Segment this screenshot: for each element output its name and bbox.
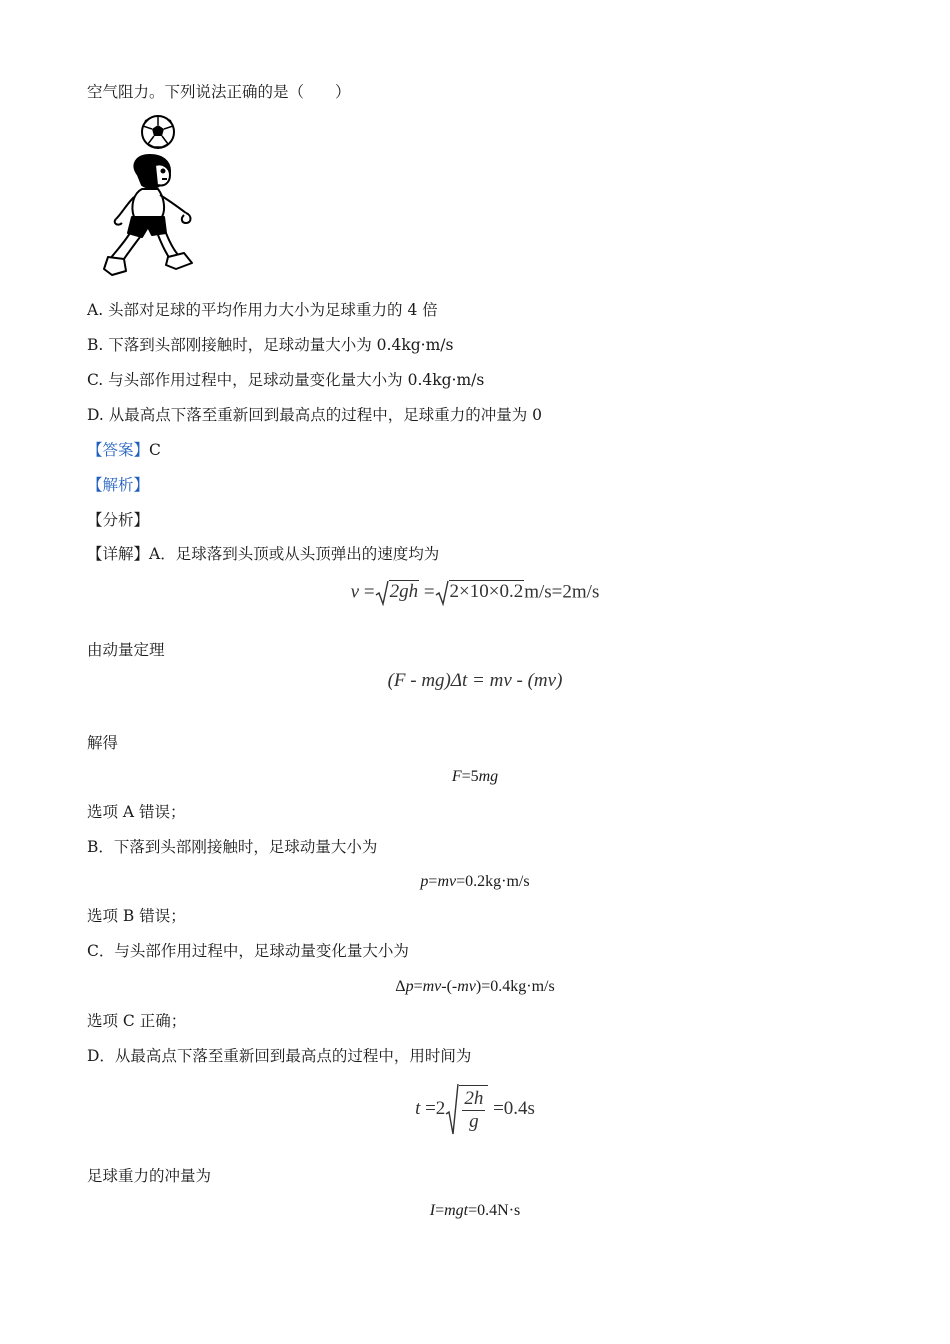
eq3-var: mg: [478, 768, 499, 785]
answer-label: 【答案】: [87, 441, 150, 459]
equation-momentum-theorem: (F - mg)Δt = mv - (mv): [387, 670, 563, 691]
detail-a-line: [87, 544, 439, 564]
equation-time: [0, 1080, 950, 1136]
detail-a-text: A．足球落到头顶或从头顶弹出的速度均为: [149, 545, 440, 563]
question-intro: 空气阻力。下列说法正确的是（ ）: [87, 83, 351, 101]
eq7-eq: =: [435, 1202, 445, 1219]
boy-heading-football-illustration: [100, 113, 200, 283]
detail-c-text: C．与头部作用过程中，足球动量变化量大小为: [87, 942, 409, 960]
equation-velocity: v = 2gh = 2×10×0.2m/s=2m/s: [0, 580, 950, 606]
option-b: B. 下落到头部刚接触时，足球动量大小为 0.4kg·m/s: [87, 336, 454, 354]
eq4-val: =0.2kg·m/s: [456, 873, 530, 890]
eq5-mid: -(-: [441, 978, 458, 995]
eq1-inner2: 2×10×0.2: [449, 581, 524, 603]
answer-value: C: [149, 441, 161, 459]
eq6-num: 2h: [464, 1087, 484, 1109]
sqrt-symbol-3: [445, 1082, 459, 1136]
eq5-delta: Δ: [395, 978, 406, 995]
eq3-lhs: F: [451, 768, 462, 785]
option-a: A. 头部对足球的平均作用力大小为足球重力的 4 倍: [87, 301, 438, 319]
eq7-mgt: mgt: [444, 1202, 469, 1219]
equation-force: [0, 766, 950, 788]
detail-label: 【详解】: [87, 545, 150, 563]
eq4-mv: mv: [437, 873, 457, 890]
solve-text: 解得: [87, 734, 119, 752]
eq4-p: p: [420, 873, 429, 890]
sqrt-symbol-2: [435, 580, 449, 606]
eq5-p: p: [405, 978, 414, 995]
eq1-lhs: v: [350, 581, 360, 603]
equation-momentum-change: [0, 976, 950, 998]
eq5-mv2: mv: [457, 978, 476, 995]
eq6-t: t: [415, 1097, 421, 1119]
eq5-eq: =: [413, 978, 423, 995]
impulse-text: 足球重力的冲量为: [87, 1167, 212, 1185]
eq1-tail: m/s=2m/s: [524, 581, 600, 603]
option-c-right: 选项 C 正确；: [87, 1012, 187, 1030]
football-icon: [142, 116, 174, 148]
theorem-text: 由动量定理: [87, 641, 165, 659]
sqrt-symbol: [375, 580, 389, 606]
eq6-den: g: [469, 1110, 479, 1132]
boy-figure: [104, 155, 192, 275]
eq7-i: I: [429, 1202, 436, 1219]
fenxi-label: 【分析】: [87, 511, 150, 529]
eq6-coef: =2: [425, 1097, 446, 1119]
analysis-label: 【解析】: [87, 476, 150, 494]
eq7-val: =0.4N·s: [468, 1202, 521, 1219]
eq3-rhs: =5: [461, 768, 479, 785]
option-a-wrong: 选项 A 错误；: [87, 803, 186, 821]
eq6-val: =0.4s: [493, 1097, 535, 1119]
eq5-mv1: mv: [422, 978, 442, 995]
equation-momentum: [0, 871, 950, 893]
eq1-inner1: 2gh: [389, 581, 419, 603]
detail-b-text: B．下落到头部刚接触时，足球动量大小为: [87, 838, 378, 856]
answer-line: [87, 440, 161, 460]
eq5-val: )=0.4kg·m/s: [475, 978, 555, 995]
option-d: D. 从最高点下落至重新回到最高点的过程中，足球重力的冲量为 0: [87, 406, 543, 424]
equation-impulse: [0, 1200, 950, 1222]
eq4-eq: =: [428, 873, 438, 890]
option-b-wrong: 选项 B 错误；: [87, 907, 186, 925]
detail-d-text: D．从最高点下落至重新回到最高点的过程中，用时间为: [87, 1047, 472, 1065]
option-c: C. 与头部作用过程中，足球动量变化量大小为 0.4kg·m/s: [87, 371, 485, 389]
